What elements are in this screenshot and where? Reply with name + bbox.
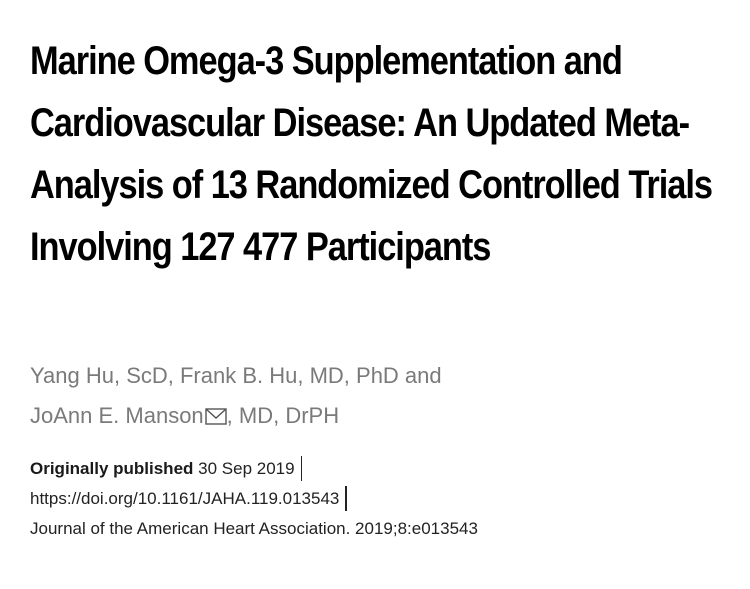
author-list	[30, 356, 630, 436]
doi-link[interactable]: https://doi.org/10.1161/JAHA.119.013543	[30, 489, 340, 508]
mail-icon[interactable]	[205, 408, 227, 425]
published-label: Originally published	[30, 459, 194, 478]
doi-line	[30, 484, 710, 514]
separator	[301, 456, 303, 481]
published-date: 30 Sep 2019	[198, 459, 295, 478]
citation: Journal of the American Heart Association. 2019;8:e013543	[30, 519, 478, 538]
author-manson-degrees: , MD, DrPH	[226, 403, 340, 428]
author-manson[interactable]: JoAnn E. Manson	[30, 403, 204, 428]
article-header	[30, 30, 720, 278]
authors-line-1[interactable]: Yang Hu, ScD, Frank B. Hu, MD, PhD and	[30, 363, 442, 388]
published-line	[30, 454, 710, 484]
publication-meta	[30, 454, 710, 544]
article-title: Marine Omega-3 Supplementation and Cardiovascular Disease: An Updated Meta-Analysis of 13 Randomized Controlled Trials Involving 127 477 Participants	[30, 39, 713, 269]
separator	[345, 486, 347, 511]
